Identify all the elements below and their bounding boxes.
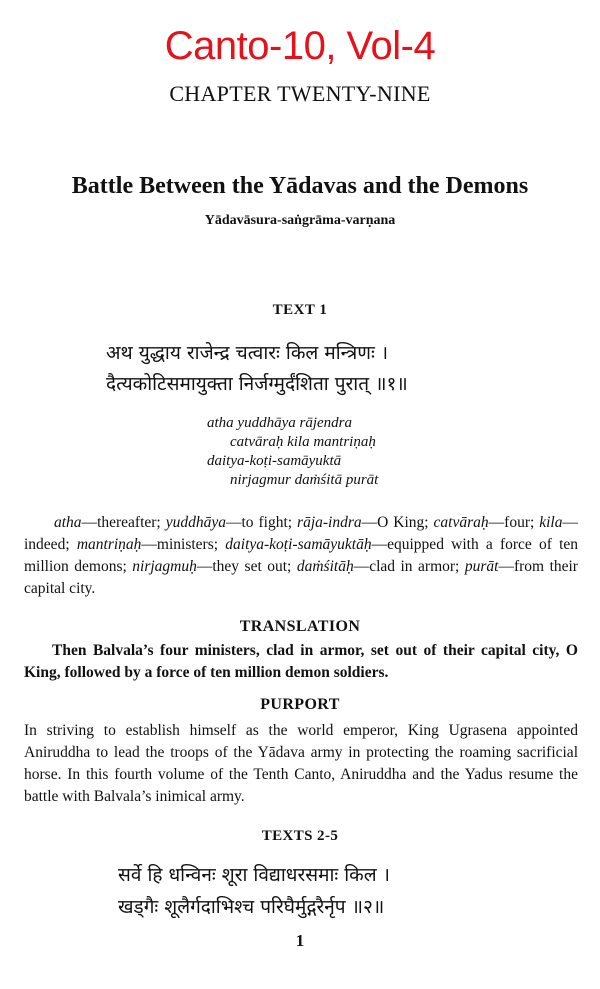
canto-volume-label: Canto-10, Vol-4 xyxy=(164,24,436,68)
transliteration-line: atha yuddhāya rājendra xyxy=(207,415,352,431)
synonym-word: atha xyxy=(54,514,82,531)
synonym-meaning: —O King; xyxy=(361,514,434,531)
devanagari-verse-line: खड्गैः शूलैर्गदाभिश्च परिघैर्मुद्गरैर्नृप ॥२॥ xyxy=(118,896,385,918)
synonym-word: rāja-indra xyxy=(297,514,362,531)
synonym-word: mantriṇaḥ xyxy=(76,536,142,553)
synonym-meaning: —four; xyxy=(488,514,540,531)
synonym-word: nirjagmuḥ xyxy=(132,558,197,575)
translation-heading: TRANSLATION xyxy=(239,618,361,635)
page-number: 1 xyxy=(295,931,305,950)
chapter-title: Battle Between the Yādavas and the Demons xyxy=(71,173,529,199)
purport-text: In striving to establish himself as the world emperor, King Ugrasena appointed Aniruddha to lead the troops of the Yādava army in protecting the roaming sacrificial horse. In this fourth volume of the Tenth Canto, Aniruddha and the Yadus resume the battle with Balvala’s inimical army. xyxy=(24,722,578,805)
synonym-meaning: —clad in armor; xyxy=(353,558,465,575)
devanagari-verse-line: दैत्यकोटिसमायुक्ता निर्जग्मुर्दंशिता पुरात् ॥१॥ xyxy=(106,373,408,395)
synonym-word: yuddhāya xyxy=(165,514,226,531)
synonym-meaning: —thereafter; xyxy=(81,514,166,531)
devanagari-verse-line: अथ युद्धाय राजेन्द्र चत्वारः किल मन्त्रिणः । xyxy=(106,342,389,364)
synonym-meaning: —from their capital city. xyxy=(24,558,578,597)
synonym-meaning: —equipped with a force of ten million demons; xyxy=(24,536,579,575)
translation-text: Then Balvala’s four ministers, clad in armor, set out of their capital city, O King, followed by a force of ten million demon soldiers. xyxy=(24,642,578,681)
devanagari-verse-line: सर्वे हि धन्विनः शूरा विद्याधरसमाः किल । xyxy=(118,864,390,886)
chapter-heading: CHAPTER TWENTY-NINE xyxy=(169,81,431,106)
text1-heading: TEXT 1 xyxy=(272,302,328,318)
synonym-word: catvāraḥ xyxy=(433,514,489,531)
synonym-meaning: —ministers; xyxy=(141,536,226,553)
transliteration-line: daitya-koṭi-samāyuktā xyxy=(207,453,342,469)
synonym-word: daitya-koṭi-samāyuktāḥ xyxy=(225,536,372,553)
synonym-word: purāt xyxy=(464,558,499,575)
synonym-meaning: —to fight; xyxy=(225,514,298,531)
purport-heading: PURPORT xyxy=(260,696,340,713)
chapter-subtitle: Yādavāsura-saṅgrāma-varṇana xyxy=(204,213,396,228)
texts2-5-heading: TEXTS 2-5 xyxy=(261,828,339,844)
transliteration-line: catvāraḥ kila mantriṇaḥ xyxy=(230,434,376,450)
synonym-word: kila xyxy=(539,514,563,531)
word-for-word-synonyms xyxy=(24,512,578,600)
synonym-word: daṁśitāḥ xyxy=(296,558,354,575)
transliteration-line: nirjagmur daṁśitā purāt xyxy=(230,472,379,488)
synonym-meaning: —indeed; xyxy=(24,514,578,553)
synonym-meaning: —they set out; xyxy=(196,558,297,575)
